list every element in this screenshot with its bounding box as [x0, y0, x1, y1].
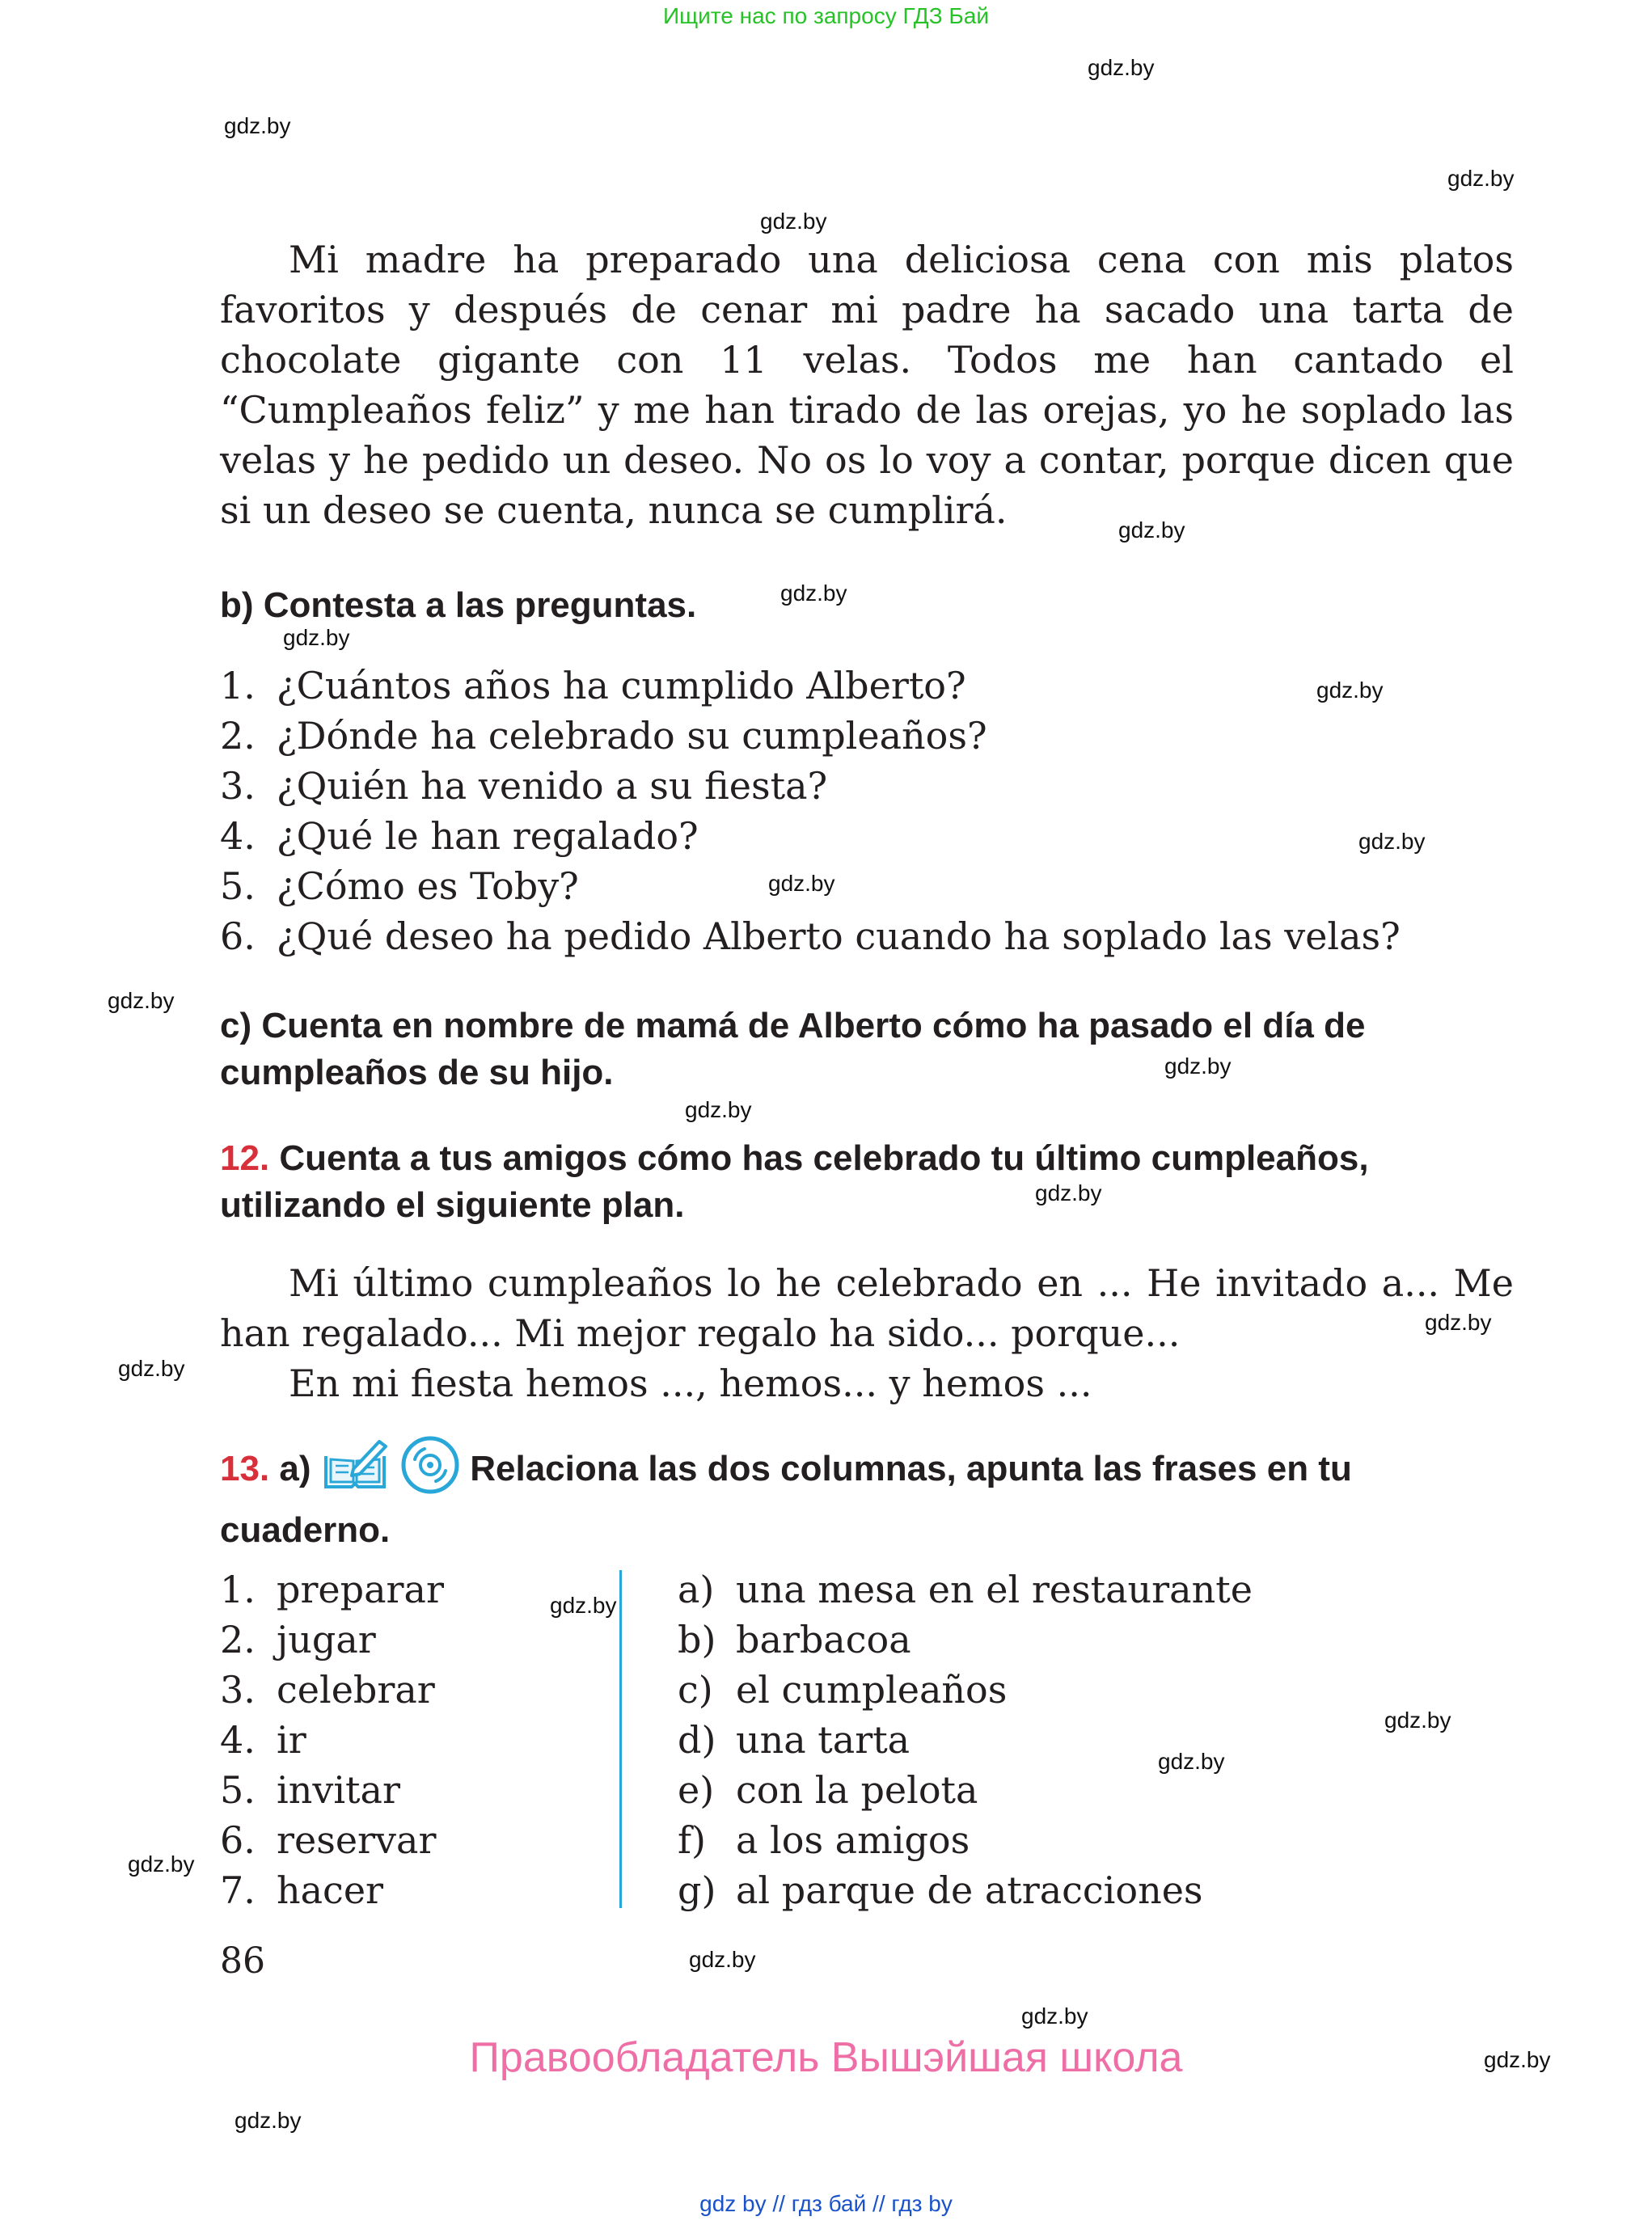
item-letter: a) [678, 1568, 715, 1611]
item-text: ¿Cómo es Toby? [277, 864, 579, 908]
item-number: 2. [220, 1618, 256, 1661]
watermark: gdz.by [1425, 1310, 1492, 1335]
watermark: gdz.by [1088, 55, 1155, 80]
watermark: gdz.by [108, 988, 175, 1013]
list-item [678, 1715, 1253, 1765]
item-text: preparar [277, 1568, 444, 1611]
exercise-13-line: cuaderno. [220, 1510, 391, 1550]
list-item [220, 661, 1401, 711]
item-text: una tarta [736, 1718, 911, 1762]
watermark: gdz.by [780, 581, 847, 606]
list-item [220, 1865, 444, 1915]
list-item [220, 1665, 444, 1715]
section-c-heading [220, 1003, 1365, 1096]
item-text: hacer [277, 1868, 384, 1912]
item-text: invitar [277, 1768, 400, 1812]
item-text: ¿Qué deseo ha pedido Alberto cuando ha soplado las velas? [277, 914, 1401, 958]
exercise-number: 12. [220, 1138, 270, 1178]
list-item [678, 1765, 1253, 1815]
list-item [220, 861, 1401, 911]
list-item [220, 1715, 444, 1765]
story-paragraph [220, 234, 1514, 535]
watermark: gdz.by [1484, 2047, 1551, 2072]
list-item [220, 761, 1401, 811]
watermark: gdz.by [118, 1356, 185, 1381]
item-text: celebrar [277, 1668, 435, 1712]
section-b-heading: b) Contesta a las preguntas. [220, 585, 697, 625]
watermark: gdz.by [234, 2108, 302, 2133]
watermark: gdz.by [1384, 1708, 1451, 1733]
watermark: gdz.by [283, 625, 350, 650]
exercise-12-line: utilizando el siguiente plan. [220, 1185, 685, 1225]
list-item [220, 1815, 444, 1865]
exercise-part: a) [279, 1449, 311, 1489]
watermark: gdz.by [685, 1097, 752, 1122]
item-text: ir [277, 1718, 306, 1762]
item-number: 1. [220, 664, 256, 707]
exercise-12-heading [220, 1135, 1369, 1229]
item-text: una mesa en el restaurante [736, 1568, 1253, 1611]
item-number: 5. [220, 1768, 256, 1812]
item-number: 3. [220, 764, 256, 808]
watermark: gdz.by [224, 113, 291, 138]
watermark: gdz.by [1316, 678, 1384, 703]
watermark: gdz.by [128, 1851, 195, 1877]
watermark: gdz.by [1164, 1053, 1232, 1079]
right-column [678, 1564, 1253, 1915]
list-item [678, 1564, 1253, 1615]
item-letter: f) [678, 1818, 706, 1862]
item-letter: g) [678, 1868, 716, 1912]
item-text: el cumpleaños [736, 1668, 1008, 1712]
column-divider [619, 1570, 622, 1908]
item-text: ¿Qué le han regalado? [277, 814, 699, 858]
watermark: gdz.by [768, 871, 835, 896]
item-number: 6. [220, 1818, 256, 1862]
item-text: al parque de atracciones [736, 1868, 1203, 1912]
list-item [678, 1815, 1253, 1865]
item-text: barbacoa [736, 1618, 911, 1661]
list-item [678, 1865, 1253, 1915]
exercise-12-line: Cuenta a tus amigos cómo has celebrado tu último cumpleaños, [279, 1138, 1369, 1178]
list-item [220, 911, 1401, 961]
item-letter: e) [678, 1768, 715, 1812]
list-item [220, 711, 1401, 761]
watermark: gdz.by [1358, 829, 1426, 854]
list-item [678, 1665, 1253, 1715]
question-list [220, 661, 1401, 961]
item-number: 6. [220, 914, 256, 958]
item-number: 4. [220, 1718, 256, 1762]
plan-line: Mi último cumpleaños lo he celebrado en ... He invitado a... Me han regalado... Mi mejor regalo ha sido... porque... [220, 1261, 1514, 1355]
item-text: con la pelota [736, 1768, 978, 1812]
section-c-line: cumpleaños de su hijo. [220, 1053, 614, 1092]
footer-links[interactable]: gdz by // гдз бай // гдз by [699, 2191, 953, 2216]
item-letter: b) [678, 1618, 716, 1661]
page-number: 86 [220, 1940, 265, 1982]
item-text: jugar [277, 1618, 376, 1661]
item-letter: c) [678, 1668, 713, 1712]
list-item [220, 811, 1401, 861]
top-banner[interactable]: Ищите нас по запросу ГДЗ Бай [662, 3, 990, 28]
item-text: reservar [277, 1818, 437, 1862]
watermark: gdz.by [1118, 517, 1185, 543]
watermark: gdz.by [1021, 2003, 1088, 2029]
item-number: 1. [220, 1568, 256, 1611]
list-item [220, 1564, 444, 1615]
list-item [220, 1615, 444, 1665]
watermark: gdz.by [1447, 166, 1515, 191]
item-number: 7. [220, 1868, 256, 1912]
exercise-13-line: Relaciona las dos columnas, apunta las frases en tu [470, 1449, 1352, 1489]
item-number: 5. [220, 864, 256, 908]
list-item [220, 1765, 444, 1815]
audio-cd-icon [400, 1435, 460, 1507]
list-item [678, 1615, 1253, 1665]
watermark: gdz.by [760, 209, 827, 234]
item-text: ¿Quién ha venido a su fiesta? [277, 764, 828, 808]
item-number: 3. [220, 1668, 256, 1712]
watermark: gdz.by [1158, 1749, 1225, 1774]
watermark: gdz.by [550, 1593, 617, 1618]
exercise-13-heading [220, 1435, 1352, 1554]
copyright-notice: Правообладатель Вышэйшая школа [469, 2034, 1183, 2081]
watermark: gdz.by [1035, 1180, 1102, 1205]
write-in-notebook-icon [321, 1437, 391, 1505]
item-text: ¿Cuántos años ha cumplido Alberto? [277, 664, 966, 707]
story-text: Mi madre ha preparado una deliciosa cena con mis platos favoritos y después de cenar mi padre ha sacado una tarta de chocolate gigante con 11 velas. Todos me han cantado el “Cumpleaños feliz” y me han tirado de las orejas, yo he soplado las velas y he pedido un deseo. No os lo voy a contar, porque dicen que si un deseo se cuenta, nunca se cumplirá. [220, 238, 1514, 532]
exercise-number: 13. [220, 1449, 270, 1489]
item-text: a los amigos [736, 1818, 970, 1862]
item-letter: d) [678, 1718, 716, 1762]
plan-paragraph [220, 1258, 1514, 1408]
item-number: 2. [220, 714, 256, 758]
item-number: 4. [220, 814, 256, 858]
plan-line: En mi fiesta hemos ..., hemos... y hemos ... [289, 1362, 1092, 1405]
section-c-line: c) Cuenta en nombre de mamá de Alberto cómo ha pasado el día de [220, 1006, 1366, 1045]
item-text: ¿Dónde ha celebrado su cumpleaños? [277, 714, 987, 758]
left-column [220, 1564, 444, 1915]
watermark: gdz.by [689, 1947, 756, 1972]
